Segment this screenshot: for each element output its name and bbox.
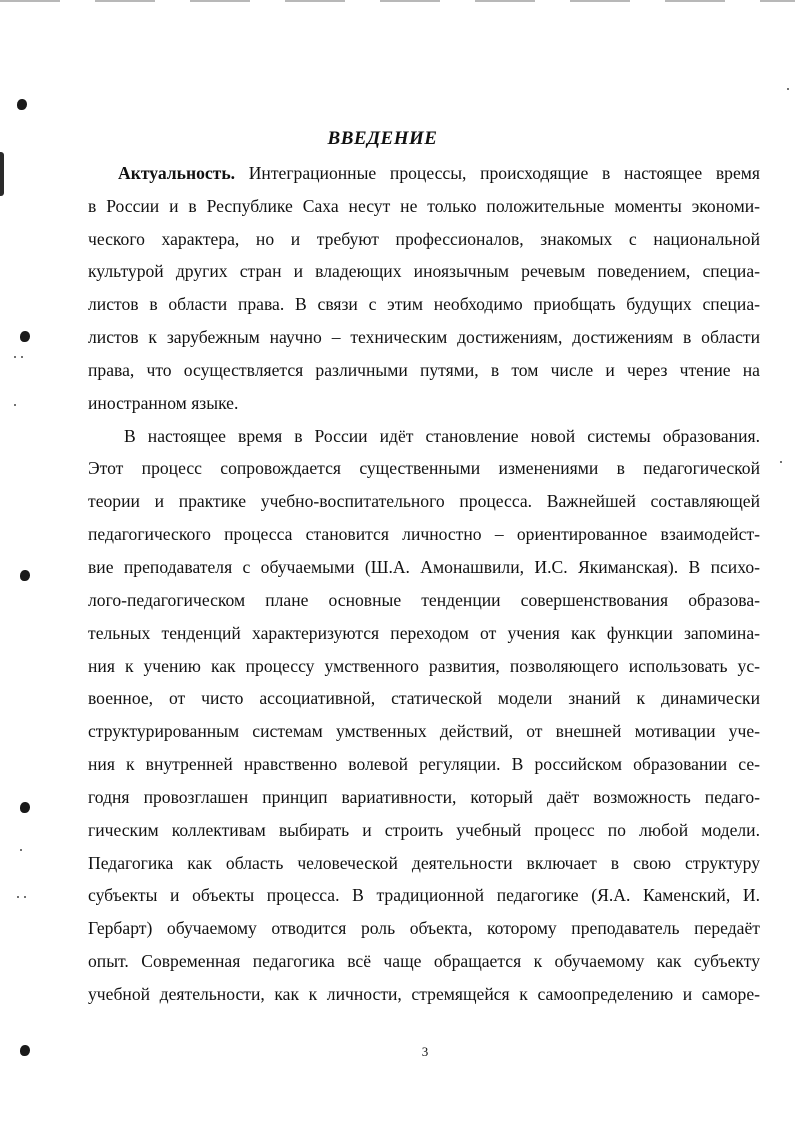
paragraph-line: иностранном языке. — [88, 393, 239, 413]
paragraph-line: субъекты и объекты процесса. В традиционной педагогике (Я.А. Каменский, И. — [88, 885, 760, 905]
scan-speck — [780, 461, 782, 463]
paragraph-line: в России и в Республике Саха несут не только положительные моменты экономи- — [88, 196, 760, 216]
scan-speck — [787, 88, 789, 90]
paragraph-line: лого-педагогическом плане основные тенденции совершенствования образова- — [88, 590, 760, 610]
paragraph-line — [118, 162, 760, 184]
paragraph-line: листов в области права. В связи с этим необходимо приобщать будущих специа- — [88, 294, 760, 314]
punch-hole-mark — [20, 570, 30, 581]
punch-hole-mark — [20, 802, 30, 813]
page-number: 3 — [421, 1044, 429, 1059]
paragraph-line: педагогического процесса становится личностно – ориентированное взаимодейст- — [88, 524, 760, 544]
paragraph-line: ческого характера, но и требуют профессионалов, знакомых с национальной — [88, 229, 760, 249]
scan-speck — [17, 896, 19, 898]
paragraph-line: теории и практике учебно-воспитательного процесса. Важнейшей составляющей — [88, 491, 760, 511]
paragraph-line: тельных тенденций характеризуются переходом от учения как функции запомина- — [88, 623, 760, 643]
paragraph-line: структурированным системам умственных действий, от внешней мотивации уче- — [88, 721, 760, 741]
paragraph-line: гическим коллективам выбирать и строить учебный процесс по любой модели. — [88, 820, 760, 840]
paragraph-line: ния к внутренней нравственно волевой регуляции. В российском образовании се- — [88, 754, 760, 774]
paragraph-line: годня провозглашен принцип вариативности, который даёт возможность педаго- — [88, 787, 760, 807]
paragraph-line: Этот процесс сопровождается существенными изменениями в педагогической — [88, 458, 760, 478]
punch-hole-mark — [17, 99, 27, 110]
scan-top-edge — [0, 0, 795, 2]
paragraph-line: листов к зарубежным научно – техническим достижениям, достижениям в области — [88, 327, 760, 347]
paragraph-line: Гербарт) обучаемому отводится роль объекта, которому преподаватель передаёт — [88, 918, 760, 938]
paragraph-line: учебной деятельности, как к личности, стремящейся к самоопределению и саморе- — [88, 984, 760, 1004]
line-text: Интеграционные процессы, происходящие в настоящее время — [235, 163, 760, 183]
paragraph-line: В настоящее время в России идёт становление новой системы образования. — [124, 426, 760, 446]
paragraph-line: культурой других стран и владеющих иноязычным речевым поведением, специа- — [88, 261, 760, 281]
scan-speck — [20, 849, 22, 851]
scan-speck — [24, 896, 26, 898]
paragraph-line: опыт. Современная педагогика всё чаще обращается к обучаемому как субъекту — [88, 951, 760, 971]
paragraph-line: ния к учению как процессу умственного развития, позволяющего использовать ус- — [88, 656, 760, 676]
paragraph-line: права, что осуществляется различными путями, в том числе и через чтение на — [88, 360, 760, 380]
scan-speck — [14, 356, 16, 358]
punch-hole-mark — [20, 331, 30, 342]
paragraph-line: военное, от чисто ассоциативной, статической модели знаний к динамически — [88, 688, 760, 708]
paragraph-line: Педагогика как область человеческой деятельности включает в свою структуру — [88, 853, 760, 873]
scan-edge-mark — [0, 152, 4, 196]
scan-speck — [14, 404, 16, 406]
scan-speck — [21, 356, 23, 358]
page-title: ВВЕДЕНИЕ — [327, 128, 438, 149]
run-in-heading: Актуальность. — [118, 163, 236, 183]
paragraph-line: вие преподавателя с обучаемыми (Ш.А. Амонашвили, И.С. Якиманская). В психо- — [88, 557, 760, 577]
